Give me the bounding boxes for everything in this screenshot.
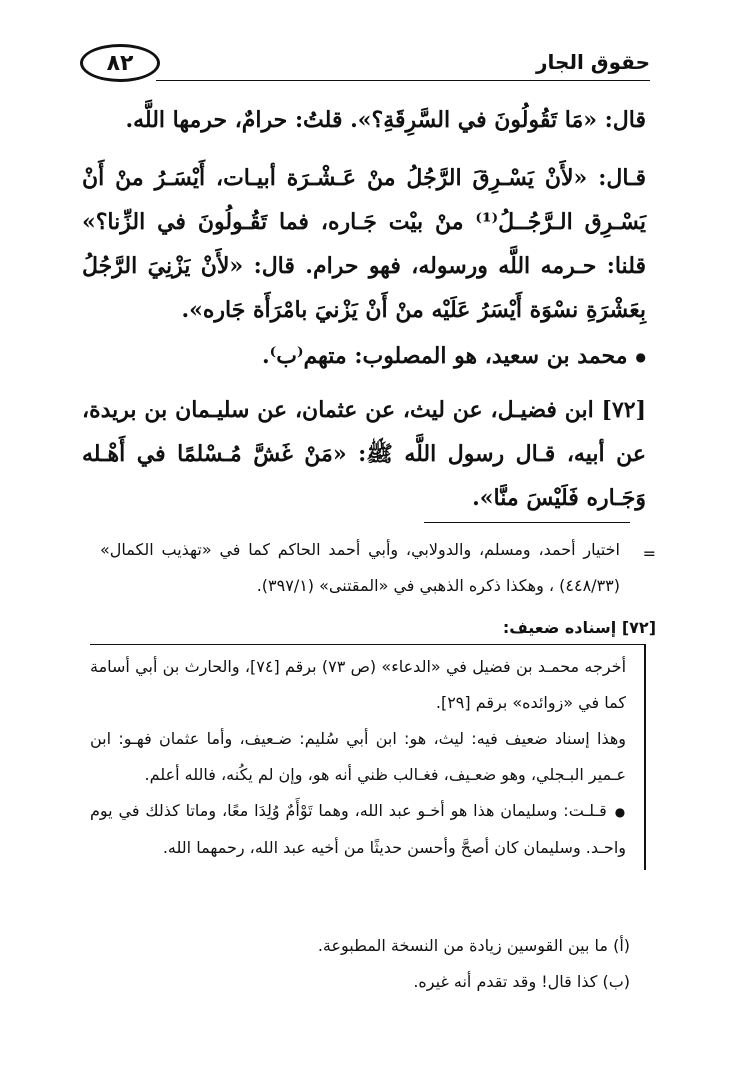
- paragraph-2: قـال: «لأَنْ يَسْـرِقَ الرَّجُلُ منْ عَـشْـرَة أبيـات، أَيْسَـرُ منْ أَنْ يَسْـرِق الـرَّجُــلُ⁽¹⁾ منْ بيْت جَـاره، فما تَقُـولُونَ في الزِّنا؟» قلنا: حـرمه اللَّه ورسوله، فهو حرام. قال: «لأَنْ يَزْنِيَ الرَّجُلُ بِعَشْرَةِ نسْوَة أَيْسَرُ عَلَيْه منْ أَنْ يَزْنيَ بامْرَأَة جَاره».: [82, 165, 646, 323]
- section-72-p1: أخرجه محمـد بن فضيل في «الدعاء» (ص ٧٣) برقم [٧٤]، والحارث بن أبي أسامة كما في «زوائده» برقم [٢٩].: [90, 657, 627, 712]
- page-number: ٨٢: [80, 44, 160, 82]
- section-72-p3: [90, 793, 626, 866]
- book-title: حقوق الجار: [536, 50, 650, 74]
- header-rule: [156, 80, 650, 81]
- section-72-p2: وهذا إسناد ضعيف فيه: ليث، هو: ابن أبي سُليم: ضـعيف، وأما عثمان فهـو: ابن عـمير البـجلي، وهو ضعـيف، فغـالب ظني أنه هو، وإن لم يكُنه، فالله أعلم.: [90, 729, 626, 784]
- section-72-p3-text: قـلـت: وسليمان هذا هو أخـو عبد الله، وهما تَوْأَمٌ وُلِدَا معًا، وماتا كذلك في يوم واحـد. وسليمان كان أصحَّ وأحسن حديثًا من أخيه عبد الله، رحمهما الله.: [90, 801, 626, 857]
- bullet-note-text: محمد بن سعيد، هو المصلوب: متهم⁽ب⁾.: [262, 343, 628, 369]
- bullet-note: [82, 334, 646, 379]
- note-a: (أ) ما بين القوسين زيادة من النسخة المطبوعة.: [317, 936, 630, 955]
- footnote-continuation-text: اختيار أحمد، ومسلم، والدولابي، وأبي أحمد الحاكم كما في «تهذيب الكمال» (٤٤٨/٣٣) ، وهكذا ذكره الذهبي في «المقتنى» (٣٩٧/١).: [100, 540, 620, 595]
- note-b: (ب) كذا قال! وقد تقدم أنه غيره.: [413, 972, 630, 991]
- page-header: [80, 40, 650, 90]
- footnote-continuation: [100, 532, 656, 604]
- paragraph-1: قال: «مَا تَقُولُونَ في السَّرِقَةِ؟». قلتُ: حرامٌ، حرمها اللَّه.: [125, 107, 646, 133]
- continuation-marker: =: [642, 544, 656, 563]
- section-72-box: [90, 644, 646, 870]
- footnote-divider: [424, 522, 630, 523]
- hadith-72: [٧٢] ابن فضيـل، عن ليث، عن عثمان، عن سليـمان بن بريدة، عن أبيه، قـال رسول اللَّه ﷺ: «مَنْ غَشَّ مُـسْلمًا في أَهْـله وَجَـاره فَلَيْسَ منَّا».: [82, 397, 646, 511]
- page-notes: [100, 928, 630, 1000]
- section-72-heading: [٧٢] إسناده ضعيف:: [502, 618, 656, 637]
